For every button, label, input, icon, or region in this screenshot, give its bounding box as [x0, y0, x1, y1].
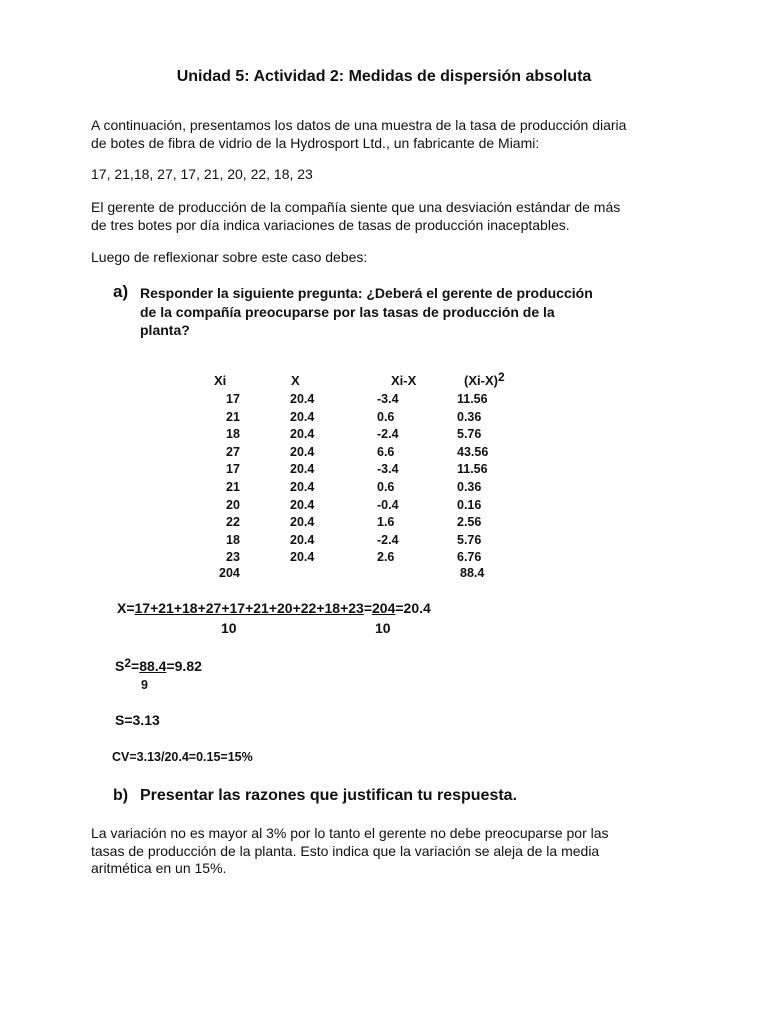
question-b-text: Presentar las razones que justifican tu respuesta.: [140, 787, 518, 804]
cell-xi: 17: [226, 392, 240, 406]
cell-squared-deviation: 43.56: [457, 444, 489, 459]
intro-line-2: de botes de fibra de vidrio de la Hydrosport Ltd., un fabricante de Miami:: [91, 134, 540, 151]
standard-deviation: S=3.13: [115, 712, 160, 728]
question-a-line-1: Responder la siguiente pregunta: ¿Deberá el gerente de producción: [140, 285, 593, 301]
cell-squared-deviation: 2.56: [457, 515, 482, 530]
cell-mean: 20.4: [290, 427, 315, 442]
cell-squared-deviation: 0.16: [457, 497, 482, 512]
cell-deviation: 1.6: [377, 515, 395, 530]
header-squared-deviation: [464, 370, 505, 388]
question-b-marker: b): [113, 787, 129, 804]
intro-line-1: A continuación, presentamos los datos de una muestra de la tasa de producción diaria: [91, 117, 627, 133]
question-a-line-2: de la compañía preocuparse por las tasas de producción de la: [140, 303, 555, 320]
mean-denominator-1: 10: [221, 620, 237, 636]
header-mean: X: [291, 373, 300, 388]
cell-mean: 20.4: [290, 392, 315, 406]
variance-equals: =: [131, 658, 140, 674]
cell-deviation: 0.6: [377, 480, 395, 494]
cell-xi: 18: [226, 532, 240, 547]
document-title: Unidad 5: Actividad 2: Medidas de dispersión absoluta: [176, 68, 592, 85]
cell-squared-deviation: 11.56: [457, 392, 488, 406]
mean-sum: 204: [372, 600, 396, 616]
cell-deviation: 0.6: [377, 409, 395, 424]
cell-xi: 21: [226, 480, 240, 494]
cell-deviation: -2.4: [377, 532, 399, 547]
variance-result: =9.82: [166, 658, 202, 674]
header-xi: Xi: [214, 373, 227, 388]
header-deviation: Xi-X: [391, 373, 417, 388]
cell-xi: 18: [226, 427, 240, 442]
answer-line-3: aritmética en un 15%.: [91, 860, 227, 876]
cell-xi: 23: [226, 550, 240, 565]
reflect-instruction: Luego de reflexionar sobre este caso debes:: [91, 249, 368, 265]
cell-deviation: -3.4: [377, 462, 399, 477]
sample-data-list: 17, 21,18, 27, 17, 21, 20, 22, 18, 23: [91, 166, 313, 182]
deviation-table: [200, 371, 540, 586]
cell-mean: 20.4: [290, 550, 315, 565]
cell-mean: 20.4: [290, 444, 315, 459]
intro-paragraph: [91, 117, 691, 152]
variance-numerator: 88.4: [139, 658, 167, 674]
variance-denominator: 9: [141, 678, 148, 692]
total-squared-deviation: 88.4: [460, 566, 485, 580]
question-a-text: [140, 284, 640, 340]
question-a-marker: a): [113, 282, 129, 301]
cell-deviation: -0.4: [377, 497, 399, 512]
answer-line-1: La variación no es mayor al 3% por lo tanto el gerente no debe preocuparse por las: [91, 825, 609, 841]
cell-mean: 20.4: [290, 480, 315, 494]
variance-formula: [115, 658, 202, 674]
cell-squared-deviation: 5.76: [457, 427, 482, 442]
manager-paragraph: [91, 199, 691, 234]
cell-xi: 21: [226, 409, 240, 424]
cell-deviation: 6.6: [377, 444, 395, 459]
cell-squared-deviation: 0.36: [457, 480, 482, 494]
mean-formula: [117, 600, 431, 616]
mean-equals: =: [363, 600, 373, 616]
variance-exponent: 2: [124, 656, 132, 670]
cell-mean: 20.4: [290, 515, 315, 530]
answer-line-2: tasas de producción de la planta. Esto indica que la variación se aleja de la media: [91, 842, 600, 859]
cell-xi: 17: [226, 462, 240, 477]
cell-xi: 27: [226, 444, 240, 459]
cell-xi: 20: [226, 497, 240, 512]
cell-mean: 20.4: [290, 497, 315, 512]
cell-mean: 20.4: [290, 409, 315, 424]
total-xi: 204: [219, 566, 240, 580]
variance-symbol: S: [115, 658, 125, 674]
question-a-line-3: planta?: [140, 322, 190, 338]
header-squared-label: (Xi-X): [464, 373, 498, 388]
mean-lhs: X=: [117, 600, 135, 616]
cell-deviation: -2.4: [377, 427, 399, 442]
mean-denominator-2: 10: [375, 620, 391, 636]
cell-squared-deviation: 11.56: [457, 462, 488, 477]
mean-numerator: 17+21+18+27+17+21+20+22+18+23: [134, 600, 364, 616]
mean-result: =20.4: [395, 600, 431, 616]
cell-xi: 22: [226, 515, 240, 530]
header-squared-exponent: 2: [497, 370, 505, 384]
manager-line-2: de tres botes por día indica variaciones de tasas de producción inaceptables.: [91, 216, 570, 233]
answer-paragraph: [91, 825, 691, 878]
manager-line-1: El gerente de producción de la compañía siente que una desviación estándar de más: [91, 199, 621, 215]
cell-squared-deviation: 5.76: [457, 532, 482, 547]
cell-mean: 20.4: [290, 532, 315, 547]
coefficient-of-variation: CV=3.13/20.4=0.15=15%: [112, 750, 253, 764]
cell-squared-deviation: 0.36: [457, 409, 482, 424]
cell-deviation: 2.6: [377, 550, 395, 565]
cell-mean: 20.4: [290, 462, 315, 477]
cell-deviation: -3.4: [377, 392, 399, 406]
cell-squared-deviation: 6.76: [457, 550, 482, 565]
